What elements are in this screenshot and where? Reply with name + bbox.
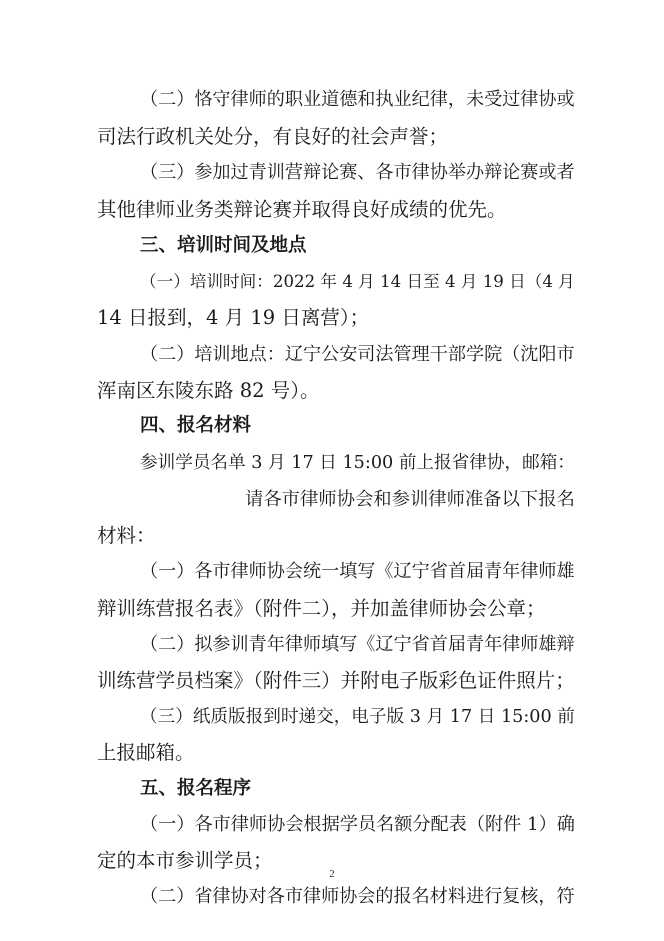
paragraph-line: （三）纸质版报到时递交，电子版 3 月 17 日 15:00 前: [140, 707, 575, 727]
paragraph-line: 定的本市参训学员；: [97, 849, 273, 872]
paragraph-line: 浑南区东陵东路 82 号）。: [97, 379, 320, 402]
page-number: 2: [329, 868, 335, 880]
paragraph-line: （二）培训地点：辽宁公安司法管理干部学院（沈阳市: [140, 344, 575, 365]
paragraph-line: 上报邮箱。: [97, 741, 195, 764]
paragraph-line: 材料：: [97, 524, 156, 547]
paragraph-line: （二）恪守律师的职业道德和执业纪律，未受过律协或: [140, 89, 575, 110]
paragraph-line: 14 日报到，4 月 19 日离营）；: [97, 306, 370, 329]
section-heading: 三、培训时间及地点: [140, 235, 307, 256]
section-heading: 五、报名程序: [140, 778, 252, 799]
paragraph-line: 其他律师业务类辩论赛并取得良好成绩的优先。: [97, 198, 507, 221]
paragraph-line: （三）参加过青训营辩论赛、各市律协举办辩论赛或者: [140, 162, 575, 183]
paragraph-line: （一）各市律师协会统一填写《辽宁省首届青年律师雄: [140, 561, 575, 582]
section-heading: 四、报名材料: [140, 415, 252, 436]
paragraph-line: 训练营学员档案》（附件三）并附电子版彩色证件照片；: [97, 669, 575, 692]
paragraph-line: 辩训练营报名表》（附件二），并加盖律师协会公章；: [97, 597, 546, 620]
paragraph-line: （一）培训时间：2022 年 4 月 14 日至 4 月 19 日（4 月: [140, 272, 575, 291]
paragraph-line: 请各市律师协会和参训律师准备以下报名: [245, 489, 575, 510]
paragraph-line: 司法行政机关处分，有良好的社会声誉；: [97, 125, 449, 148]
paragraph-line: （一）各市律师协会根据学员名额分配表（附件 1）确: [140, 814, 575, 835]
paragraph-line: （二）省律协对各市律师协会的报名材料进行复核，符: [140, 886, 575, 907]
paragraph-line: （二）拟参训青年律师填写《辽宁省首届青年律师雄辩: [140, 634, 575, 655]
paragraph-line: 参训学员名单 3 月 17 日 15:00 前上报省律协，邮箱：: [140, 453, 575, 473]
